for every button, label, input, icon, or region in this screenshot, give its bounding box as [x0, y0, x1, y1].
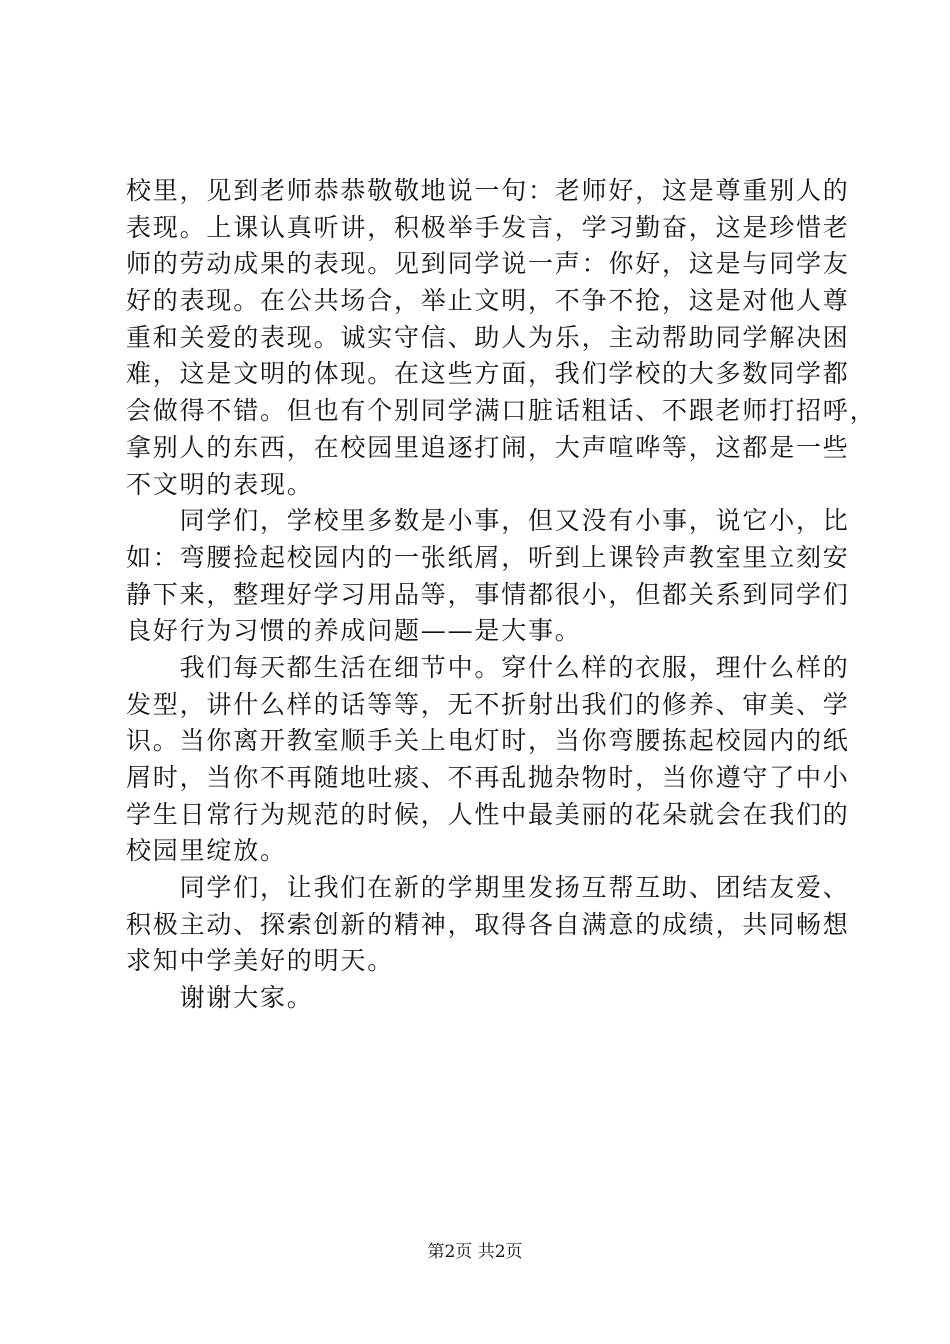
text-line: 会做得不错。但也有个别同学满口脏话粗话、不跟老师打招呼，	[126, 396, 877, 426]
text-line: 难，这是文明的体现。在这些方面，我们学校的大多数同学都	[126, 359, 850, 389]
text-line: 求知中学美好的明天。	[126, 946, 395, 976]
text-line: 识。当你离开教室顺手关上电灯时，当你弯腰拣起校园内的纸	[126, 726, 850, 756]
text-line: 不文明的表现。	[126, 469, 314, 499]
text-line: 校园里绽放。	[126, 836, 287, 866]
text-line: 拿别人的东西，在校园里追逐打闹，大声喧哗等，这都是一些	[126, 432, 850, 462]
text-line: 同学们，学校里多数是小事，但又没有小事，说它小，比	[126, 506, 850, 536]
text-line: 我们每天都生活在细节中。穿什么样的衣服，理什么样的	[126, 652, 850, 682]
text-line: 同学们，让我们在新的学期里发扬互帮互助、团结友爱、	[126, 873, 850, 903]
text-line: 良好行为习惯的养成问题——是大事。	[126, 616, 582, 646]
text-line: 校里，见到老师恭恭敬敬地说一句：老师好，这是尊重别人的	[126, 176, 850, 205]
text-line: 学生日常行为规范的时候，人性中最美丽的花朵就会在我们的	[126, 799, 850, 829]
text-line: 屑时，当你不再随地吐痰、不再乱抛杂物时，当你遵守了中小	[126, 763, 850, 792]
text-line: 表现。上课认真听讲，积极举手发言，学习勤奋，这是珍惜老	[126, 212, 850, 242]
body-text	[126, 173, 877, 1017]
text-line: 谢谢大家。	[126, 983, 314, 1013]
text-line: 师的劳动成果的表现。见到同学说一声：你好，这是与同学友	[126, 249, 850, 279]
text-line: 如：弯腰捡起校园内的一张纸屑，听到上课铃声教室里立刻安	[126, 542, 850, 572]
text-line: 发型，讲什么样的话等等，无不折射出我们的修养、审美、学	[126, 689, 850, 719]
text-line: 静下来，整理好学习用品等，事情都很小，但都关系到同学们	[126, 579, 850, 609]
text-line: 重和关爱的表现。诚实守信、助人为乐，主动帮助同学解决困	[126, 322, 850, 352]
text-line: 好的表现。在公共场合，举止文明，不争不抢，这是对他人尊	[126, 286, 850, 316]
text-line: 积极主动、探索创新的精神，取得各自满意的成绩，共同畅想	[126, 909, 850, 939]
page-footer: 第2页 共2页	[427, 1242, 523, 1262]
